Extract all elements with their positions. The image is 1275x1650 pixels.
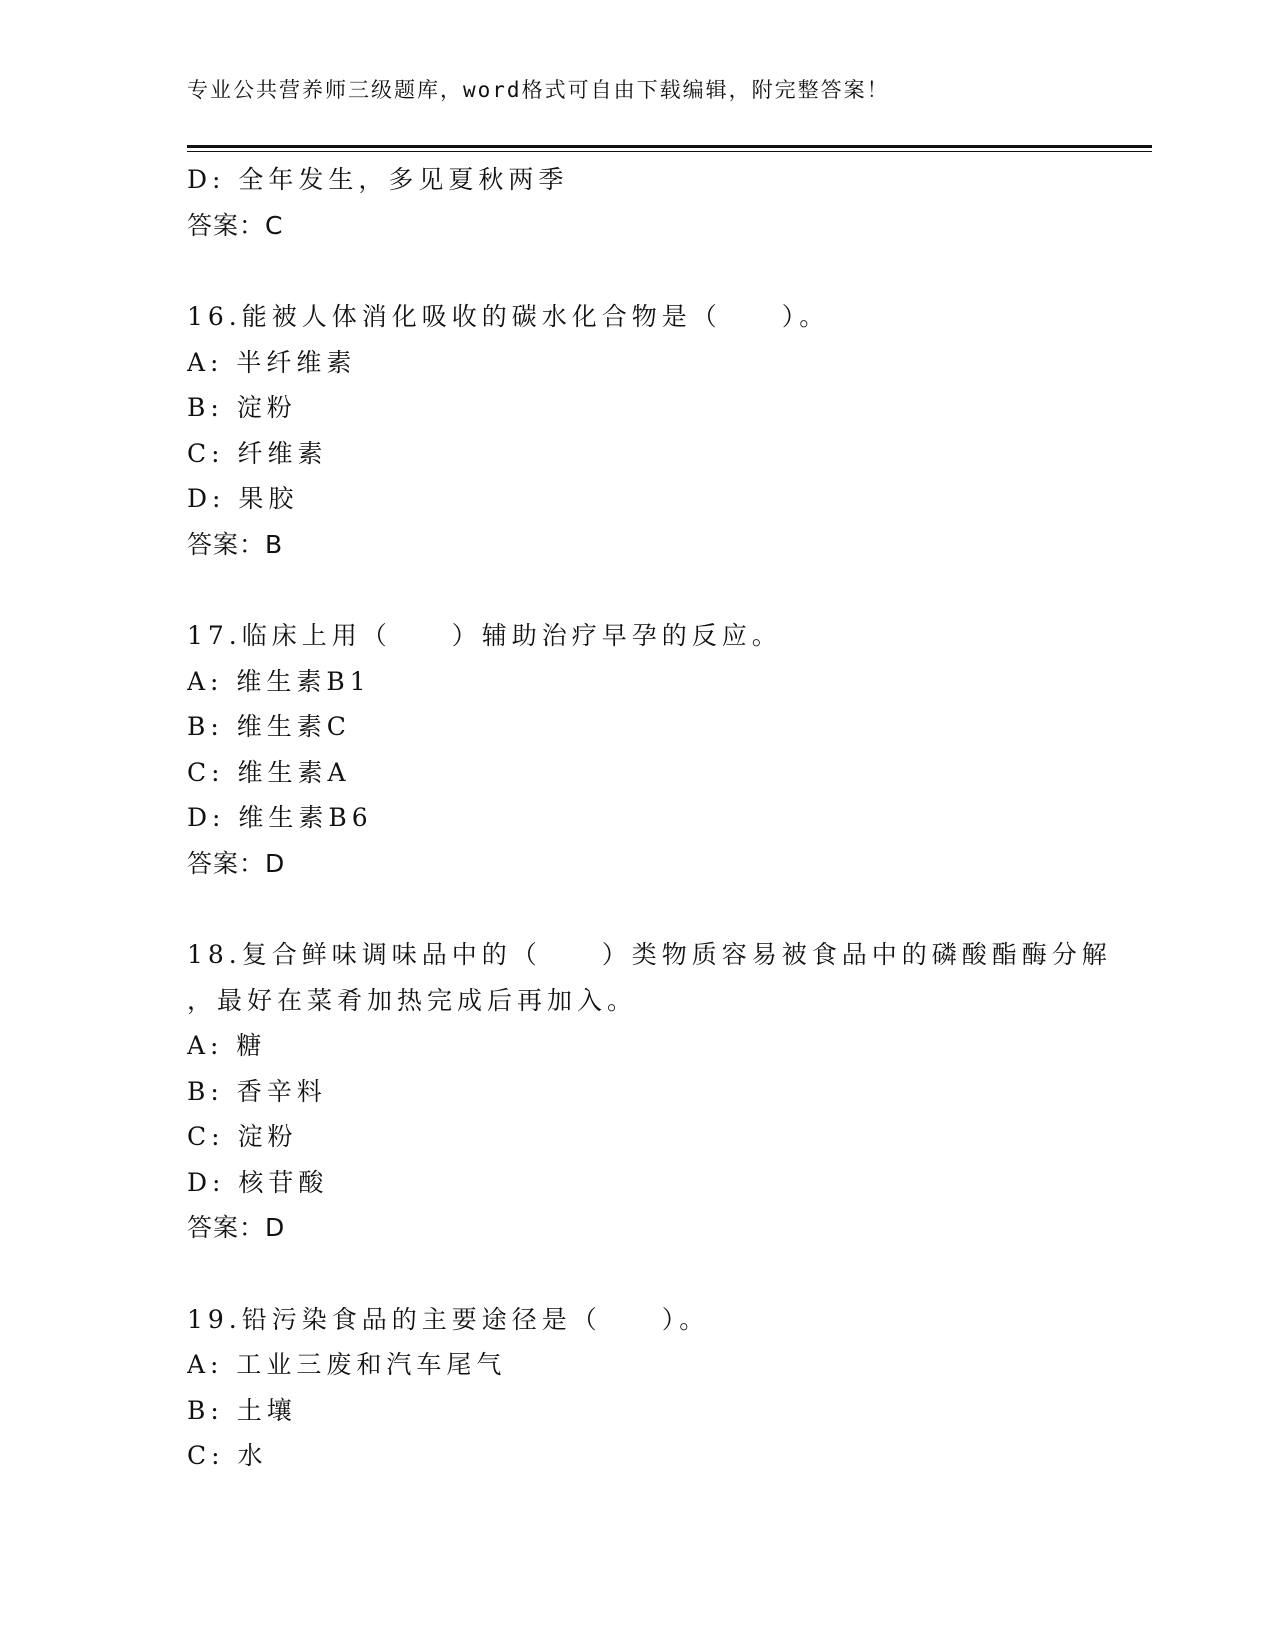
option-a: A: 糖: [187, 1031, 267, 1060]
question-stem: 18.复合鲜味调味品中的（ ）类物质容易被食品中的磷酸酯酶分解: [187, 940, 1112, 969]
spacer: [187, 248, 1107, 294]
option-a: A: 半纤维素: [187, 347, 357, 377]
spacer: [187, 1251, 1107, 1297]
option-c: C: 淀粉: [187, 1122, 298, 1151]
option-b: B: 淀粉: [187, 393, 297, 422]
document-body: [187, 157, 1112, 1479]
answer: 答案：D: [187, 848, 286, 878]
question-stem: 19.铅污染食品的主要途径是（ ）。: [187, 1304, 710, 1334]
spacer: [187, 567, 1107, 613]
page-header: 专业公共营养师三级题库，word格式可自由下载编辑，附完整答案！: [187, 78, 890, 102]
spacer: [187, 886, 1107, 932]
answer: 答案：D: [187, 1213, 286, 1242]
option-d: D: 果胶: [187, 484, 299, 513]
option-d: D: 维生素B6: [187, 803, 373, 832]
question-18: [187, 932, 1112, 1251]
option-c: C: 水: [187, 1441, 268, 1470]
option-d-carryover: D: 全年发生，多见夏秋两季: [187, 165, 569, 194]
header-rule-thin: [187, 151, 1152, 152]
question-stem: 16.能被人体消化吸收的碳水化合物是（ ）。: [187, 302, 830, 331]
question-stem: 17.临床上用（ ）辅助治疗早孕的反应。: [187, 621, 782, 650]
option-b: B: 土壤: [187, 1395, 297, 1425]
question-17: [187, 613, 1107, 886]
answer-carryover: 答案：C: [187, 210, 284, 240]
question-stem-continued: ，最好在菜肴加热完成后再加入。: [187, 985, 638, 1015]
question-16: [187, 294, 1107, 567]
option-b: B: 香辛料: [187, 1076, 327, 1106]
option-d: D: 核苷酸: [187, 1167, 329, 1197]
option-a: A: 维生素B1: [187, 666, 371, 696]
option-c: C: 纤维素: [187, 438, 328, 468]
option-b: B: 维生素C: [187, 712, 351, 741]
answer: 答案：B: [187, 529, 284, 559]
header-rule-thick: [187, 145, 1152, 148]
option-c: C: 维生素A: [187, 757, 351, 787]
question-19: [187, 1297, 1107, 1479]
option-a: A: 工业三废和汽车尾气: [187, 1350, 507, 1379]
